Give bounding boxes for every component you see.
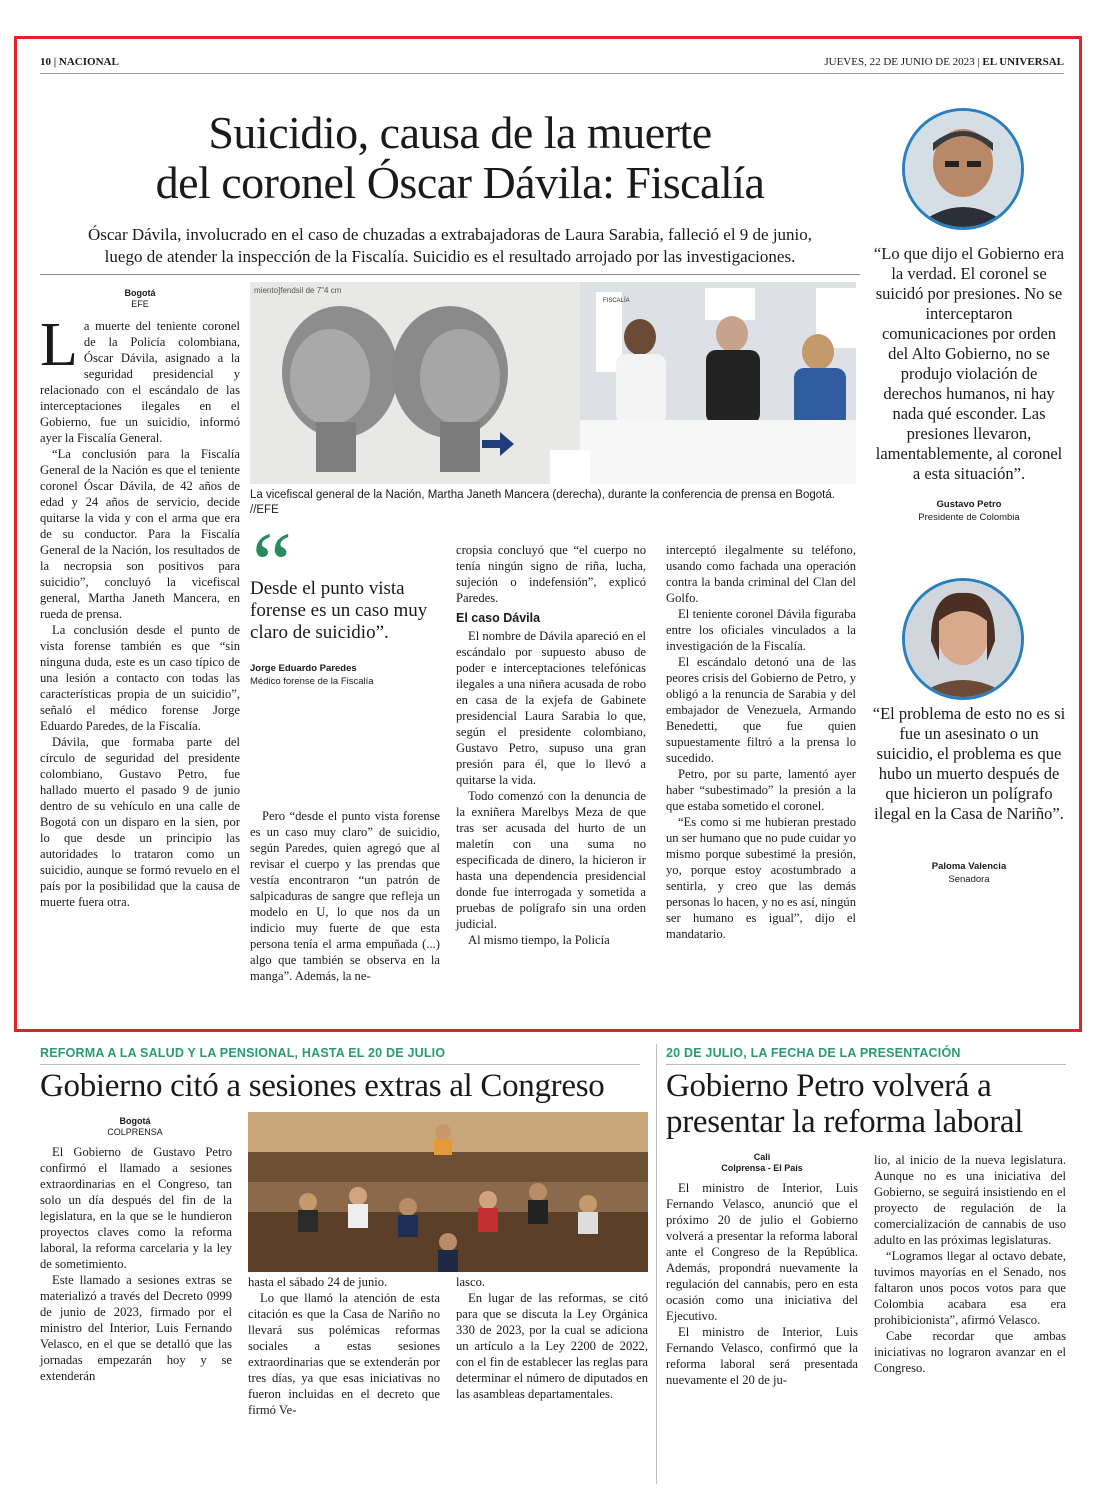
deck-rule bbox=[40, 274, 860, 275]
main-col-3: cropsia concluyó que “el cuerpo no tenía ningún signo de riña, lucha, sujeción o indefensión”, explicó Paredes. El caso Dávila El nombre de Dávila apareció en el escándalo por supuesto abuso de poder e interceptaciones telefónicas ilegales a una niñera acusada de robo en casa de la exjefa de Gabinete presidencial Laura Sarabia lo que, según el presidente colombiano, Gustavo Petro, supuso una gran presión para él, que lo llevó a quitarse la vida. Todo comenzó con la denuncia de la exniñera Marelbys Meza de que tras ser acusada del hurto de un maletín con una suma no especificada de dinero, la hicieron ir hasta una dependencia presidencial donde fue interrogada y sometida a pruebas de polígrafo sin una orden judicial. Al mismo tiempo, la Policía bbox=[456, 543, 646, 947]
subhead-caso-davila: El caso Dávila bbox=[456, 611, 541, 625]
main-headline: Suicidio, causa de la muerte del coronel Óscar Dávila: Fiscalía bbox=[155, 107, 765, 208]
story3-kicker: 20 DE JULIO, LA FECHA DE LA PRESENTACIÓN bbox=[666, 1046, 961, 1060]
story3-headline: Gobierno Petro volverá a presentar la reforma laboral bbox=[666, 1068, 1024, 1140]
main-col-4: interceptó ilegalmente su teléfono, usando como fachada una operación contra la banda criminal del Clan del Golfo. El teniente coronel Dávila figuraba entre los oficiales vinculados a la investigación de la Fiscalía. El escándalo detonó una de las peores crisis del Gobierno de Petro, y obligó a la renuncia de Sarabia y del embajador de Venezuela, Armando Benedetti, que fue quien supuestamente filtró a la prensa lo sucedido. Petro, por su parte, lamentó ayer haber “subestimado” la presión a la que estaba sometido el coronel. “Es como si me hubieran prestado un ser humano que no pude cuidar yo mismo porque subestimé la presión, yo, porque estoy acostumbrado a sentirla, y creo que las demás personas lo hacen, y no es así, ningún ser humano es igual”, dijo el mandatario. bbox=[666, 543, 856, 941]
newspaper-name: EL UNIVERSAL bbox=[982, 56, 1064, 68]
story2-col-1: El Gobierno de Gustavo Petro confirmó el llamado a sesiones extraordinarias en el Congreso, tan solo un día después del fin de la legislatura, en la que se le hundieron proyectos claves como la reforma laboral, la reforma carcelaria y la ley de sometimiento. Este llamado a sesiones extras se materializó a través del Decreto 0999 de junio de 2023, firmado por el ministro del Interior, Luis Fernando Velasco, en el que se detalló que las jornadas empezarán hoy y se extenderán bbox=[40, 1145, 232, 1383]
story2-col-3: lasco. En lugar de las reformas, se citó para que se discuta la Ley Orgánica 330 de 2023, por la cual se adiciona un artículo a la Ley 2200 de 2022, con el fin de establecer las reglas para determinar el número de diputados en las asambleas departamentales. bbox=[456, 1275, 648, 1401]
story2-kicker-rule bbox=[40, 1064, 640, 1065]
story2-col-2: hasta el sábado 24 de junio. Lo que llamó la atención de esta citación es que la Casa de Nariño no llevará sus polémicas reformas sociales a estas sesiones extraordinarias que se extenderán por tres días, ya que esas iniciativas no fueron incluidas en el decreto que firmó Ve- bbox=[248, 1275, 440, 1417]
story-divider bbox=[656, 1044, 657, 1484]
press-conference-illustration bbox=[250, 282, 856, 484]
photo-board-text: miento]fendsil de 7"4 cm bbox=[254, 286, 342, 295]
portrait-icon bbox=[905, 111, 1021, 227]
quote-mark-icon: “ bbox=[252, 515, 292, 614]
photo-caption: La vicefiscal general de la Nación, Martha Janeth Mancera (derecha), durante la conferencia de prensa en Bogotá. //EFE bbox=[250, 489, 835, 516]
story2-dateline: Bogotá COLPRENSA bbox=[107, 1116, 163, 1137]
main-deck: Óscar Dávila, involucrado en el caso de chuzadas a extrabajadoras de Laura Sarabia, falleció el 9 de junio, luego de atender la inspección de la Fiscalía. Suicidio es el resultado arrojado por las investigaciones. bbox=[87, 225, 813, 266]
header-date: JUEVES, 22 DE JUNIO DE 2023 | EL UNIVERSAL bbox=[824, 56, 1064, 68]
main-col-1: La muerte del teniente coronel de la Policía colombiana, Óscar Dávila, asignado a la seguridad presidencial y relacionado con el escándalo de las interceptaciones ilegales en el Gobierno, fue un suicidio, informó ayer la Fiscalía General. “La conclusión para la Fiscalía General de la Nación es que el teniente coronel Óscar Dávila, de 42 años de edad y 24 años de servicio, decide quitarse la vida y con el arma que era de su conductor. Para la Fiscalía General de la Nación, los resultados de la necropsia son positivos para suicidio”, concluyó la vicefiscal general, Martha Janeth Mancera, en rueda de prensa. La conclusión desde el punto de vista forense también es que “sin ninguna duda, este es un caso típico de una lesión a contacto con todas las características propia de un suicidio”, señaló el médico forense Jorge Eduardo Paredes, de la Fiscalía. Dávila, que formaba parte del círculo de seguridad del presidente colombiano, Gustavo Petro, fue hallado muerto el pasado 9 de junio dentro de su vehículo en una calle de Bogotá con un disparo en la sien, por lo que desde un principio las autoridades lo trataron como un suicidio, aunque se formó revuelo en el país por la posibilidad que la causa de muerte fuera otra. bbox=[40, 311, 240, 909]
dropcap: L bbox=[40, 311, 78, 379]
story2-headline: Gobierno citó a sesiones extras al Congreso bbox=[40, 1068, 605, 1104]
portrait-icon bbox=[905, 581, 1021, 697]
story3-kicker-rule bbox=[666, 1064, 1066, 1065]
main-col-2: Pero “desde el punto vista forense es un caso muy claro” de suicidio, según Paredes, quien agregó que al revisar el cuerpo y las prendas que vestía encontraron “un patrón de salpicaduras de sangre que refleja un modelo en U, lo que nos da un indicio muy fuerte de que esta persona tenía el arma empuñada (...) algo que también se observa en la manga”. Además, la ne- bbox=[250, 809, 440, 983]
petro-attribution: Gustavo Petro Presidente de Colombia bbox=[918, 499, 1020, 523]
story2-kicker: REFORMA A LA SALUD Y LA PENSIONAL, HASTA EL 20 DE JULIO bbox=[40, 1046, 446, 1060]
avatar-gustavo-petro bbox=[902, 108, 1024, 230]
valencia-quote: “El problema de esto no es si fue un asesinato o un suicidio, el problema es que hubo un muerto después de que hicieron un polígrafo ilegal en la Casa de Nariño”. bbox=[872, 704, 1066, 823]
pull-quote-attribution: Jorge Eduardo Paredes Médico forense de la Fiscalía bbox=[250, 663, 374, 687]
story3-dateline: Cali Colprensa - El País bbox=[721, 1152, 803, 1173]
story3-col-1: El ministro de Interior, Luis Fernando Velasco, anunció que el próximo 20 de julio el Gobierno volverá a presentar la reforma laboral ante el Congreso de la República. Además, propondrá nuevamente la regulación del cannabis, pero en esta ocasión como una iniciativa del Ejecutivo. El ministro de Interior, Luis Fernando Velasco, confirmó que la reforma laboral será presentada nuevamente el 20 de ju- bbox=[666, 1181, 858, 1387]
press-conference-photo bbox=[250, 282, 856, 484]
petro-quote: “Lo que dijo el Gobierno era la verdad. El coronel se suicidó por presiones. No se interceptaron comunicaciones por orden del Alto Gobierno, no se produjo violación de derechos humanos, ni hay nada qué esconder. Las presiones llevaron, lamentablemente, al coronel a esta situación”. bbox=[873, 244, 1065, 483]
section-label: 10 | NACIONAL bbox=[40, 56, 119, 68]
main-dateline: Bogotá EFE bbox=[124, 288, 156, 309]
congress-photo bbox=[248, 1112, 648, 1272]
valencia-attribution: Paloma Valencia Senadora bbox=[931, 861, 1007, 885]
story3-col-2: lio, al inicio de la nueva legislatura. Aunque no es una iniciativa del Gobierno, se seguirá insistiendo en el proyecto de regulación de la comercialización de cannabis de uso adulto en las próximas legislaturas. “Logramos llegar al octavo debate, tuvimos mayorías en el Senado, nos faltaron unos pocos votos para que Colombia acabara esa era prohibicionista”, afirmó Velasco. Cabe recordar que ambas iniciativas no lograron avanzar en el Congreso. bbox=[874, 1153, 1066, 1375]
page-header bbox=[40, 56, 1064, 74]
avatar-paloma-valencia bbox=[902, 578, 1024, 700]
pull-quote-text: Desde el punto vista forense es un caso muy claro de suicidio”. bbox=[250, 578, 428, 643]
congress-illustration bbox=[248, 1112, 648, 1272]
photo-sign-text: FISCALÍA bbox=[603, 298, 630, 304]
